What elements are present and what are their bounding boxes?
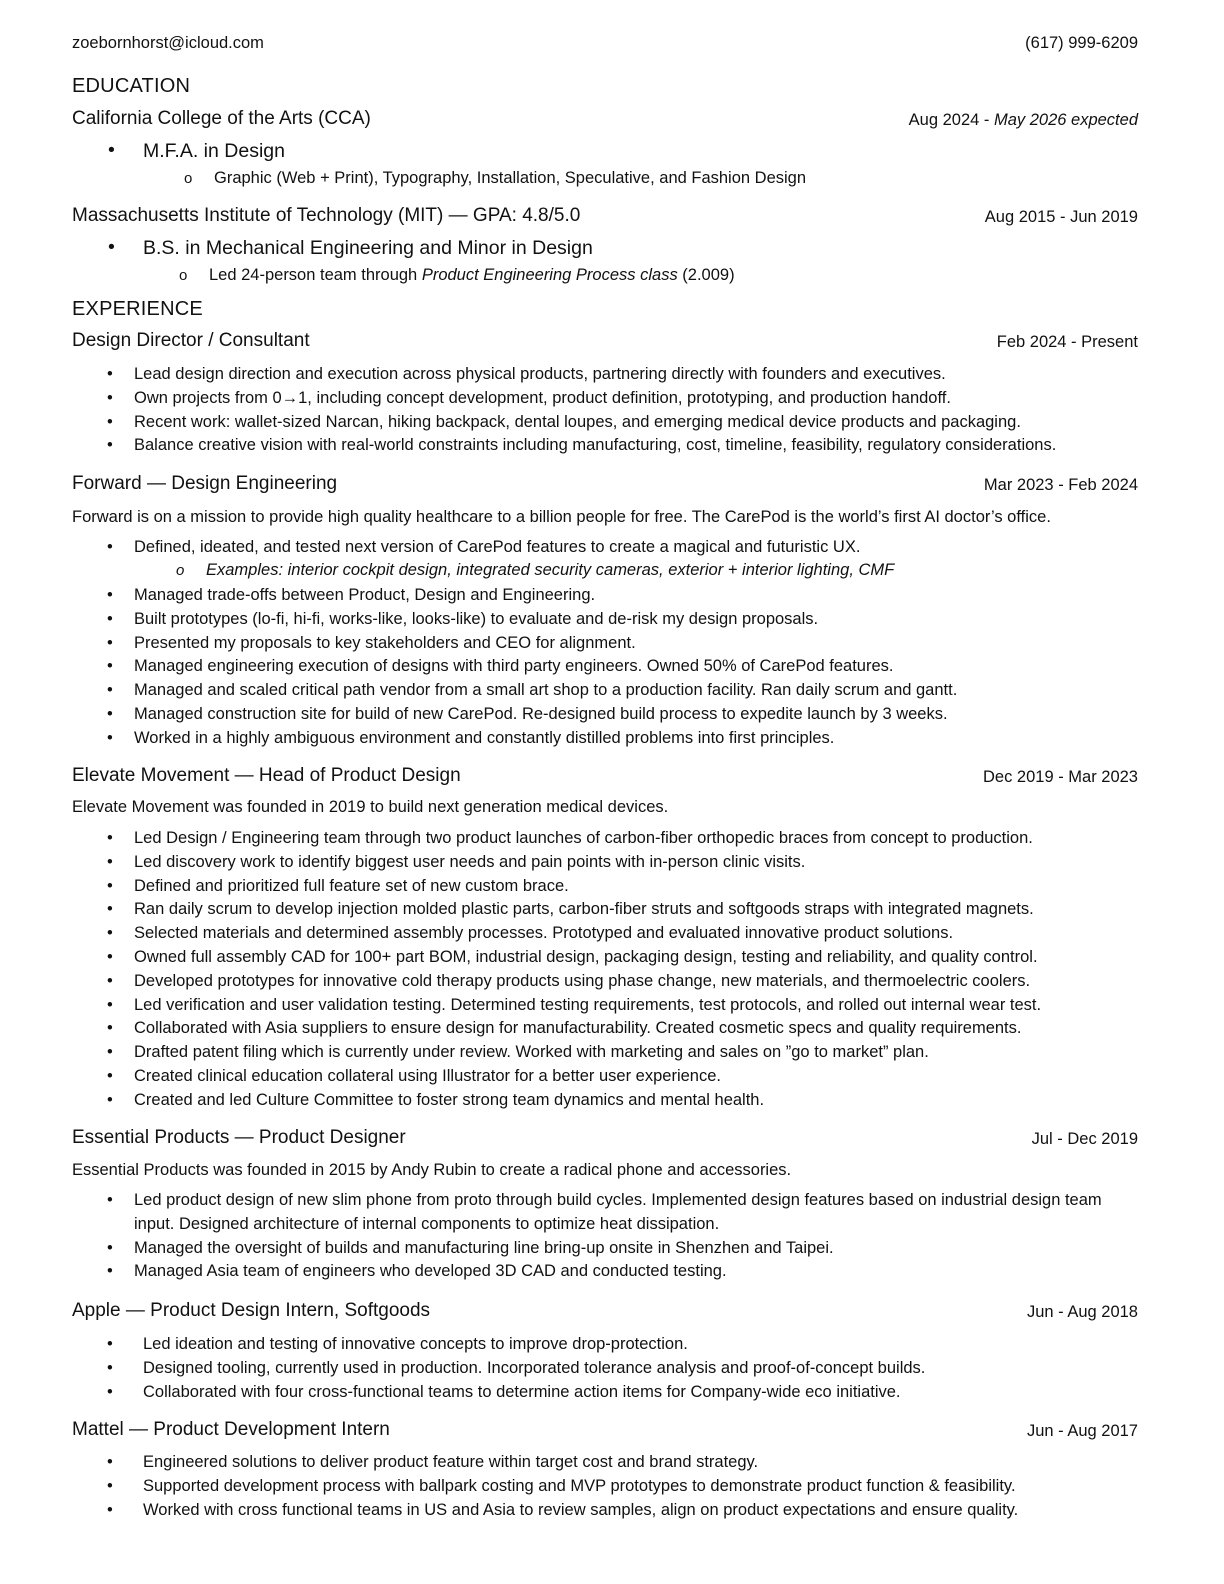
- bullet-item: • Created and led Culture Committee to foster strong team dynamics and mental health.: [134, 1089, 1144, 1113]
- school-name: Massachusetts Institute of Technology (MIT) — GPA: 4.8/5.0: [72, 205, 581, 226]
- company-description: Elevate Movement was founded in 2019 to build next generation medical devices.: [72, 798, 669, 816]
- bullet-item: • Created clinical education collateral using Illustrator for a better user experience.: [134, 1065, 1144, 1089]
- bullet-item: • Selected materials and determined assembly processes. Prototyped and evaluated innovative product solutions.: [134, 922, 1144, 946]
- bullet-item: • Drafted patent filing which is currently under review. Worked with marketing and sales on ”go to market” plan.: [134, 1041, 1144, 1065]
- bullet-item: • Lead design direction and execution across physical products, partnering directly with founders and executives.: [134, 363, 1144, 387]
- bullet-item: • Managed trade-offs between Product, Design and Engineering.: [134, 584, 1144, 608]
- company-description: Forward is on a mission to provide high quality healthcare to a billion people for free. The CarePod is the world’s first AI doctor’s office.: [72, 508, 1051, 526]
- job-date: Jun - Aug 2018: [1026, 1303, 1138, 1321]
- job-title: Apple — Product Design Intern, Softgoods: [72, 1300, 431, 1321]
- bullet-item: • Designed tooling, currently used in production. Incorporated tolerance analysis and proof-of-concept builds.: [143, 1357, 1143, 1381]
- job-bullets: [134, 363, 1144, 458]
- bullet-item: • Engineered solutions to deliver product feature within target cost and brand strategy.: [143, 1451, 1143, 1475]
- bullet-item: • Presented my proposals to key stakeholders and CEO for alignment.: [134, 632, 1144, 656]
- bullet-item: • Owned full assembly CAD for 100+ part BOM, industrial design, packaging design, testing and reliability, and quality control.: [134, 946, 1144, 970]
- degree-detail: o Led 24-person team through Product Engineering Process class (2.009): [209, 266, 735, 285]
- job-bullets: [134, 827, 1144, 1113]
- bullet-item: • Collaborated with four cross-functional teams to determine action items for Company-wide eco initiative.: [143, 1381, 1143, 1405]
- school-name: California College of the Arts (CCA): [72, 108, 371, 129]
- job-date: Jul - Dec 2019: [1031, 1130, 1138, 1148]
- degree-detail: o Graphic (Web + Print), Typography, Installation, Speculative, and Fashion Design: [214, 169, 806, 188]
- job-bullets: [134, 536, 1144, 560]
- bullet-item: • Developed prototypes for innovative cold therapy products using phase change, new materials, and thermoelectric coolers.: [134, 970, 1144, 994]
- job-bullets: [134, 584, 1144, 751]
- job-date: Feb 2024 - Present: [996, 333, 1138, 351]
- bullet-item: • Led discovery work to identify biggest user needs and pain points with in-person clinic visits.: [134, 851, 1144, 875]
- bullet-item: • Worked in a highly ambiguous environment and constantly distilled problems into first principles.: [134, 727, 1144, 751]
- degree-item: • B.S. in Mechanical Engineering and Minor in Design: [143, 237, 593, 260]
- job-title: Design Director / Consultant: [72, 330, 310, 351]
- degree-item: • M.F.A. in Design: [143, 140, 285, 163]
- bullet-item: • Managed construction site for build of new CarePod. Re-designed build process to expedite launch by 3 weeks.: [134, 703, 1144, 727]
- school-date: Aug 2015 - Jun 2019: [984, 208, 1138, 226]
- company-description: Essential Products was founded in 2015 by Andy Rubin to create a radical phone and accessories.: [72, 1161, 792, 1179]
- bullet-item: • Own projects from 0→1, including concept development, product definition, prototyping, and production handoff.: [134, 387, 1144, 411]
- email-text: zoebornhorst@icloud.com: [72, 34, 264, 52]
- job-bullets: [143, 1451, 1143, 1522]
- school-date: Aug 2024 - May 2026 expected: [908, 111, 1138, 129]
- bullet-item: • Led ideation and testing of innovative concepts to improve drop-protection.: [143, 1333, 1143, 1357]
- job-bullets: [143, 1333, 1143, 1404]
- bullet-item: • Managed and scaled critical path vendor from a small art shop to a production facility. Ran daily scrum and gantt.: [134, 679, 1144, 703]
- job-date: Dec 2019 - Mar 2023: [982, 768, 1138, 786]
- job-date: Jun - Aug 2017: [1026, 1422, 1138, 1440]
- bullet-item: • Recent work: wallet-sized Narcan, hiking backpack, dental loupes, and emerging medical device products and packaging.: [134, 411, 1144, 435]
- bullet-item: • Managed the oversight of builds and manufacturing line bring-up onsite in Shenzhen and Taipei.: [134, 1237, 1114, 1261]
- bullet-item: • Defined and prioritized full feature set of new custom brace.: [134, 875, 1144, 899]
- job-title: Mattel — Product Development Intern: [72, 1419, 390, 1440]
- sub-bullet-examples: o Examples: interior cockpit design, integrated security cameras, exterior + interior lighting, CMF: [206, 561, 894, 580]
- bullet-item: • Led Design / Engineering team through two product launches of carbon-fiber orthopedic braces from concept to production.: [134, 827, 1144, 851]
- bullet-item: • Built prototypes (lo-fi, hi-fi, works-like, looks-like) to evaluate and de-risk my design proposals.: [134, 608, 1144, 632]
- bullet-item: • Managed Asia team of engineers who developed 3D CAD and conducted testing.: [134, 1260, 1114, 1284]
- phone-text: (617) 999-6209: [1025, 34, 1138, 52]
- bullet-item: • Worked with cross functional teams in US and Asia to review samples, align on product expectations and ensure quality.: [143, 1499, 1143, 1523]
- bullet-item: • Led product design of new slim phone from proto through build cycles. Implemented design features based on industrial design team input. Designed architecture of internal components to optimize heat dissipation.: [134, 1189, 1114, 1237]
- bullet-item: • Supported development process with ballpark costing and MVP prototypes to demonstrate product function & feasibility.: [143, 1475, 1143, 1499]
- job-bullets: [134, 1189, 1114, 1284]
- job-title: Elevate Movement — Head of Product Design: [72, 765, 461, 786]
- job-title: Forward — Design Engineering: [72, 473, 338, 494]
- bullet-item: • Led verification and user validation testing. Determined testing requirements, test protocols, and rolled out internal wear test.: [134, 994, 1144, 1018]
- experience-heading: EXPERIENCE: [72, 298, 203, 320]
- bullet-item: • Balance creative vision with real-world constraints including manufacturing, cost, timeline, feasibility, regulatory considerations.: [134, 434, 1144, 458]
- job-title: Essential Products — Product Designer: [72, 1127, 406, 1148]
- bullet-item: • Ran daily scrum to develop injection molded plastic parts, carbon-fiber struts and softgoods straps with integrated magnets.: [134, 898, 1144, 922]
- job-date: Mar 2023 - Feb 2024: [983, 476, 1138, 494]
- bullet-item: • Managed engineering execution of designs with third party engineers. Owned 50% of CarePod features.: [134, 655, 1144, 679]
- bullet-item: • Defined, ideated, and tested next version of CarePod features to create a magical and futuristic UX.: [134, 536, 1144, 560]
- bullet-item: • Collaborated with Asia suppliers to ensure design for manufacturability. Created cosmetic specs and quality requirements.: [134, 1017, 1144, 1041]
- education-heading: EDUCATION: [72, 75, 191, 97]
